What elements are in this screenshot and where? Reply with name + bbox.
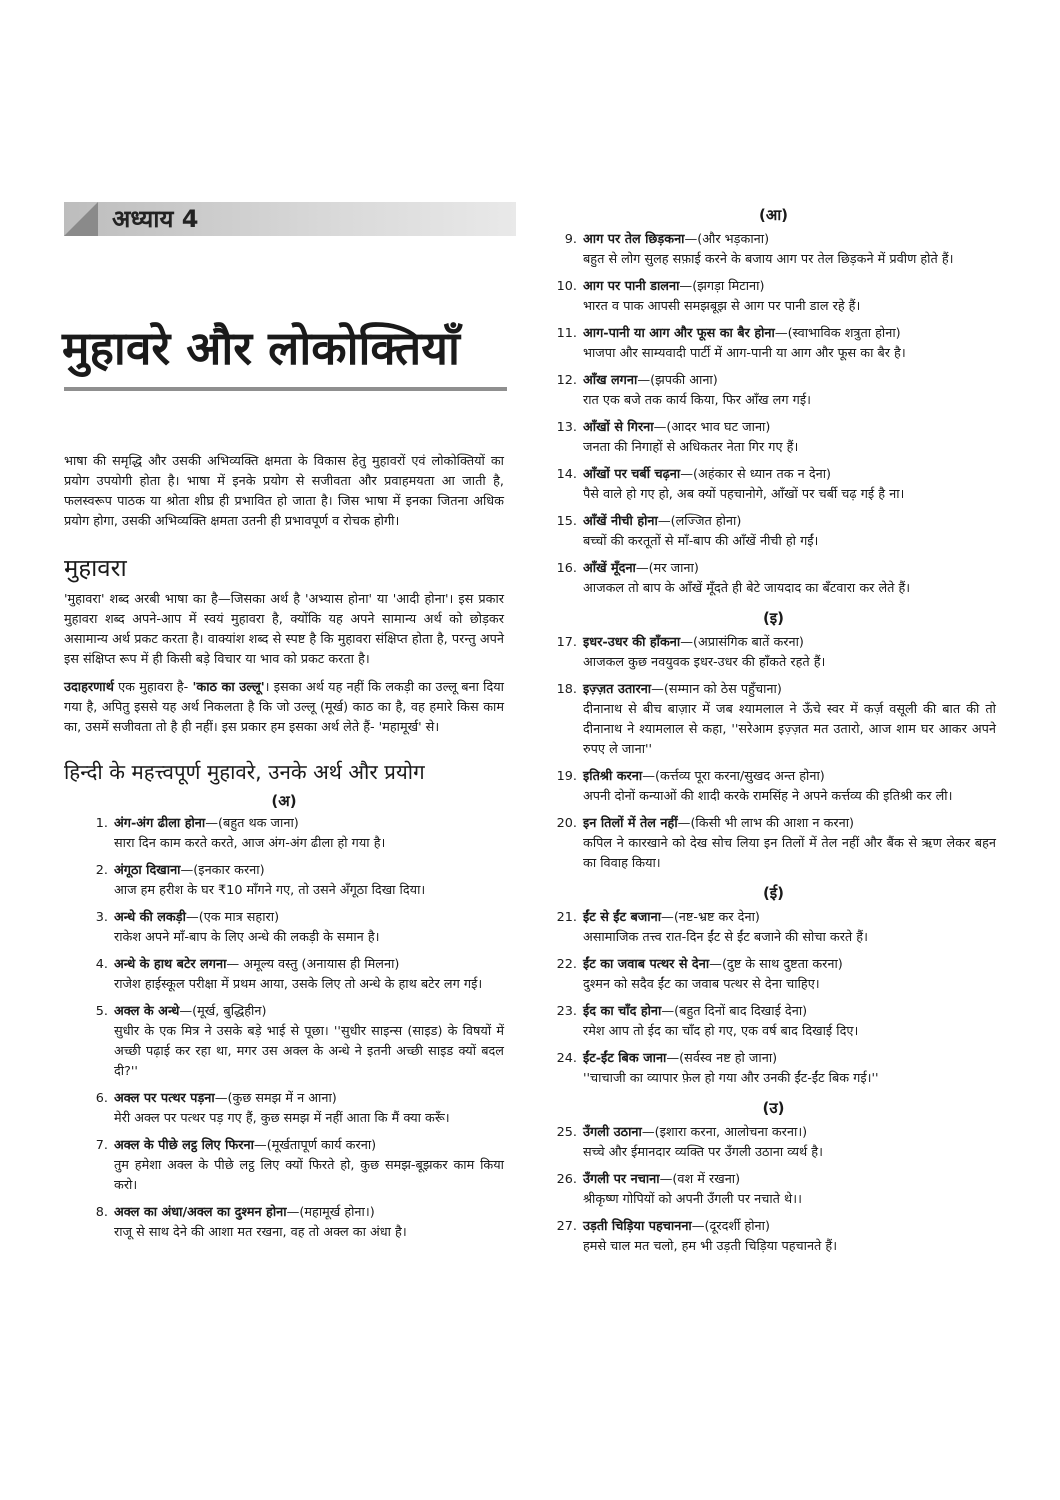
idiom-phrase: इन तिलों में तेल नहीं xyxy=(583,816,678,831)
item-number: 25. xyxy=(556,1125,577,1140)
item-number: 18. xyxy=(556,682,577,697)
group-label: (अ) xyxy=(271,792,297,810)
idiom-usage: श्रीकृष्ण गोपियों को अपनी उँगली पर नचाते थे।। xyxy=(583,1192,802,1207)
idiom-meaning: —(दुष्ट के साथ दुष्टता करना) xyxy=(709,957,843,972)
intro-paragraph: भाषा की समृद्धि और उसकी अभिव्यक्ति क्षमता के विकास हेतु मुहावरों एवं लोकोक्तियों का प्रयोग उपयोगी होता है। भाषा में इनके प्रयोग से सजीवता और प्रवाहमयता आ जाती है, फलस्वरूप पाठक या श्रोता शीघ्र ही प्रभावित हो जाता है। जिस भाषा में इनका जितना अधिक प्रयोग होगा, उसकी अभिव्यक्ति क्षमता उतनी ही प्रभावपूर्ण व रोचक होगी। xyxy=(64,454,505,529)
idiom-usage: भाजपा और साम्यवादी पार्टी में आग-पानी या आग और फूस का बैर है। xyxy=(583,346,906,361)
idiom-meaning: —(झगड़ा मिटाना) xyxy=(679,279,765,294)
idiom-phrase: इतिश्री करना xyxy=(583,769,643,784)
idiom-body xyxy=(114,1203,504,1243)
idiom-body xyxy=(583,633,996,673)
idiom-meaning: —(और भड़काना) xyxy=(684,232,770,247)
idiom-usage: राकेश अपने माँ-बाप के लिए अन्धे की लकड़ी के समान है। xyxy=(114,930,380,945)
idiom-meaning: —(दूरदर्शी होना) xyxy=(691,1219,770,1234)
item-number: 14. xyxy=(556,467,577,482)
item-number: 21. xyxy=(556,910,577,925)
idiom-usage: सुधीर के एक मित्र ने उसके बड़े भाई से पूछा। ''सुधीर साइन्स (साइड) के विषयों में अच्छी पढ़ाई कर रहा था, मगर उस अक्ल के अन्धे ने इतनी अच्छी साइड क्यों बदल दी?'' xyxy=(114,1024,504,1079)
right-column xyxy=(551,204,996,1264)
item-number: 4. xyxy=(95,957,108,972)
idiom-usage: तुम हमेशा अक्ल के पीछे लट्ठ लिए क्यों फिरते हो, कुछ समझ-बूझकर काम किया करो। xyxy=(114,1158,504,1193)
idiom-item xyxy=(551,418,996,458)
idiom-usage: मेरी अक्ल पर पत्थर पड़ गए हैं, कुछ समझ में नहीं आता कि मैं क्या करूँ। xyxy=(114,1111,450,1126)
idiom-item xyxy=(551,1170,996,1210)
idiom-meaning: —(मर जाना) xyxy=(635,561,699,576)
idiom-meaning: —(मूर्ख, बुद्धिहीन) xyxy=(179,1004,267,1019)
idiom-item xyxy=(551,1217,996,1257)
idiom-item xyxy=(551,1123,996,1163)
group-label: (उ) xyxy=(762,1099,785,1117)
idiom-body xyxy=(583,908,996,948)
item-number: 17. xyxy=(556,635,577,650)
idiom-usage: दुश्मन को सदैव ईंट का जवाब पत्थर से देना चाहिए। xyxy=(583,977,820,992)
idiom-body xyxy=(583,324,996,364)
idiom-usage: बच्चों की करतूतों से माँ-बाप की आँखें नीची हो गईं। xyxy=(583,534,819,549)
item-number: 20. xyxy=(556,816,577,831)
item-number: 2. xyxy=(95,863,108,878)
idiom-item xyxy=(82,1136,504,1196)
idiom-meaning: —(किसी भी लाभ की आशा न करना) xyxy=(677,816,855,831)
item-number: 27. xyxy=(556,1219,577,1234)
idiom-item xyxy=(551,814,996,874)
idiom-body xyxy=(583,1123,996,1163)
idiom-meaning: —(बहुत थक जाना) xyxy=(205,816,299,831)
idiom-phrase: अक्ल पर पत्थर पड़ना xyxy=(114,1091,215,1106)
title-underline xyxy=(64,387,507,391)
idiom-item xyxy=(551,767,996,807)
idiom-item xyxy=(551,680,996,760)
idiom-usage: दीनानाथ से बीच बाज़ार में जब श्यामलाल ने ऊँचे स्वर में कर्ज़ वसूली की बात की तो दीनानाथ ने श्यामलाल से कहा, ''सरेआम इज़्ज़त मत उतारो, आज शाम घर आकर अपने रुपए ले जाना'' xyxy=(583,702,996,757)
item-number: 19. xyxy=(556,769,577,784)
idiom-body xyxy=(583,277,996,317)
idiom-item xyxy=(551,371,996,411)
idiom-item xyxy=(551,277,996,317)
idiom-usage: राजेश हाईस्कूल परीक्षा में प्रथम आया, उसके लिए तो अन्धे के हाथ बटेर लग गई। xyxy=(114,977,483,992)
idiom-phrase: अक्ल के अन्धे xyxy=(114,1004,180,1019)
idiom-item xyxy=(82,1089,504,1129)
idiom-meaning: —(नष्ट-भ्रष्ट कर देना) xyxy=(661,910,760,925)
idiom-item xyxy=(551,512,996,552)
idiom-body xyxy=(583,418,996,458)
idiom-body xyxy=(583,1049,996,1089)
idiom-item xyxy=(82,908,504,948)
idiom-meaning: —(कर्त्तव्य पूरा करना/सुखद अन्त होना) xyxy=(642,769,825,784)
idiom-meaning: —(इनकार करना) xyxy=(180,863,265,878)
idiom-body xyxy=(583,955,996,995)
idiom-usage: ''चाचाजी का व्यापार फ़ेल हो गया और उनकी ईंट-ईंट बिक गई।'' xyxy=(583,1071,879,1086)
idiom-usage: पैसे वाले हो गए हो, अब क्यों पहचानोगे, आँखों पर चर्बी चढ़ गई है ना। xyxy=(583,487,905,502)
idiom-phrase: आग-पानी या आग और फूस का बैर होना xyxy=(583,326,775,341)
idiom-phrase: अन्धे के हाथ बटेर लगना xyxy=(114,957,227,972)
idiom-body xyxy=(583,1217,996,1257)
idiom-item xyxy=(82,1203,504,1243)
item-number: 22. xyxy=(556,957,577,972)
item-number: 6. xyxy=(95,1091,108,1106)
idiom-usage: राजू से साथ देने की आशा मत रखना, वह तो अक्ल का अंधा है। xyxy=(114,1225,407,1240)
idiom-usage: असामाजिक तत्त्व रात-दिन ईंट से ईंट बजाने की सोचा करते हैं। xyxy=(583,930,868,945)
chapter-label: अध्याय 4 xyxy=(112,205,199,233)
idiom-meaning: — अमूल्य वस्तु (अनायास ही मिलना) xyxy=(226,957,400,972)
idiom-meaning: —(लज्जित होना) xyxy=(657,514,742,529)
idiom-meaning: —(महामूर्ख होना।) xyxy=(286,1205,375,1220)
idiom-usage: आज हम हरीश के घर ₹10 माँगने गए, तो उसने अँगूठा दिखा दिया। xyxy=(114,883,426,898)
idiom-usage: रमेश आप तो ईद का चाँद हो गए, एक वर्ष बाद दिखाई दिए। xyxy=(583,1024,859,1039)
idiom-item xyxy=(551,633,996,673)
idiom-usage: हमसे चाल मत चलो, हम भी उड़ती चिड़िया पहचानते हैं। xyxy=(583,1239,838,1254)
idiom-phrase: आँखें मूँदना xyxy=(583,561,636,576)
item-number: 11. xyxy=(556,326,577,341)
idiom-phrase: आँख लगना xyxy=(583,373,638,388)
item-number: 16. xyxy=(556,561,577,576)
group-label: (ई) xyxy=(762,884,785,902)
idiom-phrase: अक्ल के पीछे लट्ठ लिए फिरना xyxy=(114,1138,254,1153)
idiom-usage: बहुत से लोग सुलह सफ़ाई करने के बजाय आग पर तेल छिड़कने में प्रवीण होते हैं। xyxy=(583,252,954,267)
item-number: 15. xyxy=(556,514,577,529)
idiom-item xyxy=(551,1049,996,1089)
idiom-body xyxy=(114,1089,504,1129)
example-lead: उदाहरणार्थ xyxy=(64,680,114,695)
idiom-phrase: इधर-उधर की हाँकना xyxy=(583,635,681,650)
right-idiom-groups xyxy=(551,204,996,1257)
item-number: 10. xyxy=(556,279,577,294)
idiom-item xyxy=(551,908,996,948)
idiom-meaning: —(बहुत दिनों बाद दिखाई देना) xyxy=(661,1004,808,1019)
idiom-item xyxy=(551,324,996,364)
idiom-item xyxy=(551,1002,996,1042)
group-label: (इ) xyxy=(762,609,785,627)
idiom-usage: अपनी दोनों कन्याओं की शादी करके रामसिंह ने अपने कर्त्तव्य की इतिश्री कर ली। xyxy=(583,789,953,804)
idiom-phrase: अंगूठा दिखाना xyxy=(114,863,181,878)
idiom-meaning: —(सम्मान को ठेस पहुँचाना) xyxy=(651,682,782,697)
idiom-phrase: आग पर तेल छिड़कना xyxy=(583,232,685,247)
idiom-phrase: अक्ल का अंधा/अक्ल का दुश्मन होना xyxy=(114,1205,287,1220)
muhavara-definition: 'मुहावरा' शब्द अरबी भाषा का है—जिसका अर्थ है 'अभ्यास होना' या 'आदी होना'। इस प्रकार मुहावरा शब्द अपने-आप में स्वयं मुहावरा है, क्योंकि यह अपने सामान्य अर्थ को छोड़कर असामान्य अर्थ प्रकट करता है। वाक्यांश शब्द से स्पष्ट है कि मुहावरा संक्षिप्त होता है, परन्तु अपने इस संक्षिप्त रूप में ही किसी बड़े विचार या भाव को प्रकट करता है। xyxy=(64,592,504,667)
idiom-meaning: —(आदर भाव घट जाना) xyxy=(653,420,771,435)
idiom-body xyxy=(114,1136,504,1196)
item-number: 9. xyxy=(564,232,577,247)
idiom-phrase: अंग-अंग ढीला होना xyxy=(114,816,206,831)
idiom-meaning: —(स्वाभाविक शत्रुता होना) xyxy=(774,326,901,341)
idiom-body xyxy=(583,230,996,270)
idiom-phrase: उँगली पर नचाना xyxy=(583,1172,660,1187)
item-number: 3. xyxy=(95,910,108,925)
idiom-body xyxy=(114,814,504,854)
idiom-body xyxy=(583,512,996,552)
idiom-body xyxy=(114,955,504,995)
item-number: 13. xyxy=(556,420,577,435)
idiom-meaning: —(अहंकार से ध्यान तक न देना) xyxy=(680,467,832,482)
item-number: 5. xyxy=(95,1004,108,1019)
example-mid: एक मुहावरा है- xyxy=(113,680,193,695)
idiom-phrase: अन्धे की लकड़ी xyxy=(114,910,186,925)
example-idiom: 'काठ का उल्लू' xyxy=(192,680,265,695)
chapter-banner-wedge xyxy=(64,202,98,236)
idiom-body xyxy=(583,814,996,874)
item-number: 26. xyxy=(556,1172,577,1187)
left-column xyxy=(64,452,504,1250)
idiom-body xyxy=(583,680,996,760)
idiom-meaning: —(अप्रासंगिक बातें करना) xyxy=(680,635,804,650)
idiom-body xyxy=(583,371,996,411)
idiom-list-heading: हिन्दी के महत्त्वपूर्ण मुहावरे, उनके अर्थ और प्रयोग xyxy=(64,760,425,784)
idiom-body xyxy=(114,1002,504,1082)
idiom-meaning: —(सर्वस्व नष्ट हो जाना) xyxy=(666,1051,778,1066)
item-number: 1. xyxy=(95,816,108,831)
idiom-phrase: ईंट-ईंट बिक जाना xyxy=(583,1051,667,1066)
idiom-usage: सारा दिन काम करते करते, आज अंग-अंग ढीला हो गया है। xyxy=(114,836,386,851)
idiom-phrase: ईंट से ईंट बजाना xyxy=(583,910,662,925)
idiom-usage: रात एक बजे तक कार्य किया, फिर आँख लग गई। xyxy=(583,393,811,408)
item-number: 12. xyxy=(556,373,577,388)
idiom-usage: आजकल कुछ नवयुवक इधर-उधर की हाँकते रहते हैं। xyxy=(583,655,826,670)
idiom-phrase: उँगली उठाना xyxy=(583,1125,642,1140)
idiom-body xyxy=(114,861,504,901)
muhavara-example xyxy=(64,678,504,738)
idiom-phrase: आँखों से गिरना xyxy=(583,420,654,435)
idiom-item xyxy=(82,1002,504,1082)
idiom-phrase: आँखें नीची होना xyxy=(583,514,658,529)
idiom-phrase: इज़्ज़त उतारना xyxy=(583,682,652,697)
idiom-item xyxy=(551,559,996,599)
idiom-usage: आजकल तो बाप के आँखें मूँदते ही बेटे जायदाद का बँटवारा कर लेते हैं। xyxy=(583,581,911,596)
idiom-usage: जनता की निगाहों से अधिकतर नेता गिर गए हैं। xyxy=(583,440,799,455)
item-number: 24. xyxy=(556,1051,577,1066)
idiom-item xyxy=(551,465,996,505)
idiom-meaning: —(वश में रखना) xyxy=(659,1172,741,1187)
idiom-meaning: —(एक मात्र सहारा) xyxy=(185,910,280,925)
item-number: 23. xyxy=(556,1004,577,1019)
idiom-meaning: —(इशारा करना, आलोचना करना।) xyxy=(641,1125,808,1140)
idiom-phrase: आँखों पर चर्बी चढ़ना xyxy=(583,467,681,482)
idiom-body xyxy=(583,465,996,505)
idiom-usage: कपिल ने कारखाने को देख सोच लिया इन तिलों में तेल नहीं और बैंक से ऋण लेकर बहन का विवाह किया। xyxy=(583,836,996,871)
idiom-item xyxy=(551,955,996,995)
idiom-item xyxy=(551,230,996,270)
left-idiom-groups xyxy=(64,790,504,1243)
idiom-usage: सच्चे और ईमानदार व्यक्ति पर उँगली उठाना व्यर्थ है। xyxy=(583,1145,823,1160)
item-number: 7. xyxy=(95,1138,108,1153)
example-rest: । इसका अर्थ यह नहीं कि लकड़ी का उल्लू बना दिया गया है, अपितु इससे यह अर्थ निकलता है कि जो उल्लू (मूर्ख) काठ का है, वह हमारे किस काम का, उसमें सजीवता तो है ही नहीं। इस प्रकार हम इसका अर्थ लेते हैं- 'महामूर्ख' से। xyxy=(64,680,504,735)
idiom-item xyxy=(82,955,504,995)
idiom-body xyxy=(583,1170,996,1210)
idiom-meaning: —(झपकी आना) xyxy=(637,373,718,388)
idiom-meaning: —(मूर्खतापूर्ण कार्य करना) xyxy=(253,1138,377,1153)
idiom-body xyxy=(583,767,996,807)
idiom-phrase: आग पर पानी डालना xyxy=(583,279,680,294)
idiom-body xyxy=(114,908,504,948)
item-number: 8. xyxy=(95,1205,108,1220)
idiom-phrase: ईंट का जवाब पत्थर से देना xyxy=(583,957,710,972)
muhavara-heading: मुहावरा xyxy=(64,554,127,582)
page-title: मुहावरे और लोकोक्तियाँ xyxy=(62,321,460,375)
idiom-body xyxy=(583,559,996,599)
idiom-item xyxy=(82,861,504,901)
idiom-body xyxy=(583,1002,996,1042)
idiom-phrase: उड़ती चिड़िया पहचानना xyxy=(583,1219,692,1234)
group-label: (आ) xyxy=(758,206,789,224)
idiom-phrase: ईद का चाँद होना xyxy=(583,1004,662,1019)
idiom-usage: भारत व पाक आपसी समझबूझ से आग पर पानी डाल रहे हैं। xyxy=(583,299,861,314)
idiom-meaning: —(कुछ समझ में न आना) xyxy=(214,1091,337,1106)
idiom-item xyxy=(82,814,504,854)
